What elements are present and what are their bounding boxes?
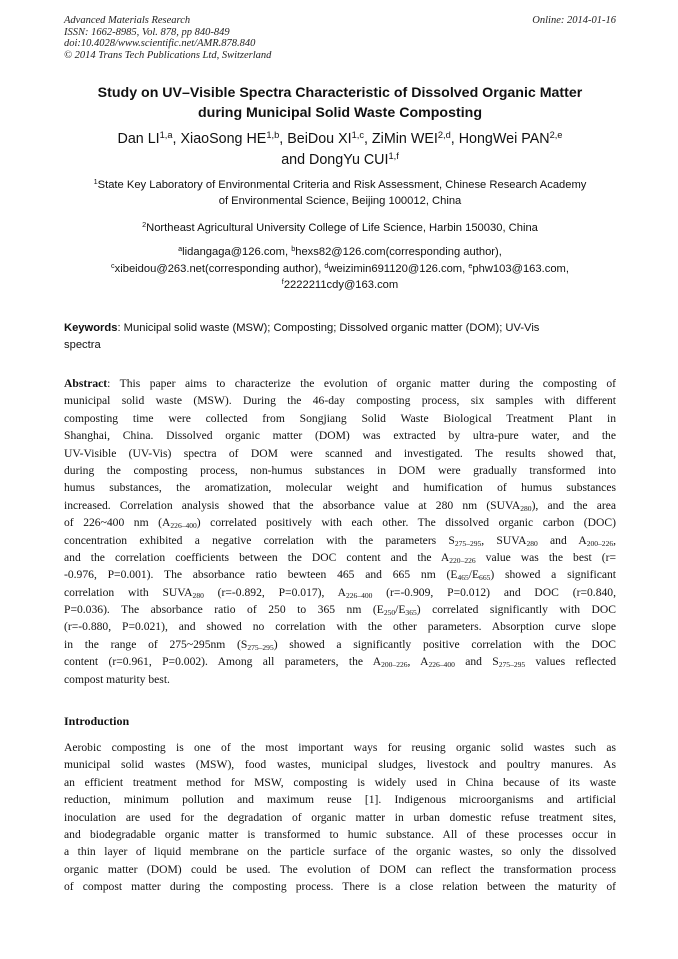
email-link[interactable]: lidangaga@126.com, xyxy=(182,246,292,258)
body-line: reduction, minimum pollution and maximum reuse [1]. Indigenous microorganisms and artificial xyxy=(64,793,616,807)
email-link[interactable]: xibeidou@263.net(corresponding author), xyxy=(114,262,325,275)
section-heading-introduction: Introduction xyxy=(64,714,130,728)
body-line: an efficient treatment method for MSW, composting is widely used in China because of its waste xyxy=(64,775,616,789)
abstract-line: correlation with $SUVA_{280}$ (r=-0.892, P=0.017), $A_{226-400}$ (r=-0.909, P=0.012) and DOC (r=0.840, xyxy=(64,585,616,600)
author-name: BeiDou XI xyxy=(287,131,352,147)
abstract-line: municipal solid waste (MSW). During the 46-day composting process, six samples with different xyxy=(64,394,616,408)
abstract-line: Shanghai, China. Dissolved organic matter (DOM) was extracted by ultra-pure water, and the xyxy=(64,429,616,443)
online-date: Online: 2014-01-16 xyxy=(532,15,616,26)
abstract-line: and the correlation coefficients between the DOC content and the $A_{220-226}$ value was the best (r= xyxy=(64,550,616,565)
title-line-2: during Municipal Solid Waste Composting xyxy=(197,105,482,121)
abstract-line: of 226~400 nm $(A_{226-400})$ correlated positively with each other. The dissolved organic carbon (DOC) xyxy=(64,516,616,530)
author-name: XiaoSong HE xyxy=(180,131,267,147)
abstract-line: humus substances, the aromatization, molecular weight and humification of humus substances xyxy=(64,481,616,495)
issn-line: ISSN: 1662-8985, Vol. 878, pp 840-849 xyxy=(64,26,230,38)
author-affil-mark: 2,d xyxy=(437,129,451,140)
authors-line-2 xyxy=(60,150,620,171)
authors-line-1: Dan LI$^{1,a}$, XiaoSong HE$^{1,b}$, BeiDou XI$^{1,c}$, ZiMin WEI$^{2,d}$, HongWei PAN$^{2,e}$ xyxy=(117,129,563,147)
affil-number: 2 xyxy=(142,220,147,229)
author-affil-mark: 1,c xyxy=(351,129,364,140)
body-line: of compost matter during the composting process. There is a close relation between the maturity of xyxy=(64,880,616,894)
body-line: organic matter (DOM) could be used. The evolution of DOM can reflect the transformation process xyxy=(64,862,616,876)
affil-text: of Environmental Science, Beijing 100012, China xyxy=(218,195,462,207)
body-line: and biodegradable organic matter is transformed to humic substance. All of these processes occur in xyxy=(64,827,616,841)
affil-number: 1 xyxy=(93,177,98,186)
abstract-line: content (r=0.961, P=0.002). Among all parameters, the $A_{200-226}$, $A_{226-400}$ and $S_{275-295}$ values reflected xyxy=(64,655,616,670)
abstract-line: UV-Visible (UV-Vis) spectra of DOM were scanned and investigated. The results showed that, xyxy=(64,446,616,460)
body-line: Aerobic composting is one of the most important ways for reusing organic solid wastes such as xyxy=(64,741,616,754)
abstract-line: concentration exhibited a negative correlation with the parameters $S_{275-295}$, $SUVA_{280}$ and $A_{200-226}$, xyxy=(64,533,616,548)
abstract-line: Abstract: This paper aims to characterize the evolution of organic matter during the composting of xyxy=(64,377,616,390)
abstract-line: -0.976, P=0.001). The absorbance ratio bewteen 465 and 665 nm $(E_{465}/E_{665})$ showed a significant xyxy=(64,568,616,583)
author-name: HongWei PAN xyxy=(458,131,550,147)
affiliation-2 xyxy=(60,220,620,236)
author-affil-mark: 1,b xyxy=(266,129,280,140)
journal-info xyxy=(64,15,271,61)
doi-line: doi:10.4028/www.scientific.net/AMR.878.840 xyxy=(64,38,256,50)
abstract-line: in the range of 275~295nm $(S_{275-295})$ showed a significantly positive correlation with the DOC xyxy=(64,637,616,652)
affil-text: Northeast Agricultural University College of Life Science, Harbin 150030, China xyxy=(146,222,538,234)
abstract-label: Abstract xyxy=(64,377,108,390)
introduction-body xyxy=(64,739,616,896)
body-line: inoculation are used for the degradation of organic matter in urban domestic refuse treatment sites, xyxy=(64,810,616,824)
author-name: and DongYu CUI xyxy=(281,151,389,168)
keywords-block xyxy=(64,320,616,353)
email-link[interactable]: hexs82@126.com(corresponding author), xyxy=(295,246,502,258)
affiliation-1 xyxy=(60,177,620,209)
author-emails xyxy=(60,244,620,294)
emails-line-1: $^a$lidangaga@126.com, $^b$hexs82@126.com(corresponding author), xyxy=(178,244,502,258)
author-name: Dan LI xyxy=(117,131,160,147)
author-list xyxy=(60,129,620,170)
author-affil-mark: 1,a xyxy=(159,129,173,140)
keywords-text: spectra xyxy=(64,338,101,351)
author-affil-mark: 2,e xyxy=(549,129,563,140)
abstract-line: increased. Correlation analysis showed that the absorbance value at 280 nm $(SUVA_{280})$, and the area xyxy=(64,498,616,513)
title-line-1: Study on UV–Visible Spectra Characteristic of Dissolved Organic Matter xyxy=(97,85,583,101)
abstract-line: during the composting process, non-humus substances in DOM were gradually transformed into xyxy=(64,463,616,477)
journal-name: Advanced Materials Research xyxy=(64,15,191,26)
email-link[interactable]: weizimin691120@126.com, xyxy=(328,262,469,275)
email-link[interactable]: 2222211cdy@163.com xyxy=(283,279,399,292)
keywords-text: : Municipal solid waste (MSW); Composting; Dissolved organic matter (DOM); UV-Vis xyxy=(117,322,540,334)
abstract-line: composting time were collected from Songjiang Solid Waste Biological Treatment Plant in xyxy=(64,411,616,425)
emails-line-3: $^f$2222211cdy@163.com xyxy=(281,277,399,292)
abstract-line: compost maturity best. xyxy=(64,672,170,686)
affil-text: State Key Laboratory of Environmental Criteria and Risk Assessment, Chinese Research Academy xyxy=(97,179,587,191)
abstract-line: (r=-0.880, P=0.021), and showed no correlation with the other parameters. Absorption curve slope xyxy=(64,620,616,634)
body-line: municipal solid wastes (MSW), food wastes, municipal sludges, livestock and poultry manures. As xyxy=(64,758,616,772)
emails-line-2: $^c$xibeidou@263.net(corresponding author), $^d$weizimin691120@126.com, $^e$phw103@163.com, xyxy=(111,260,569,275)
email-link[interactable]: phw103@163.com, xyxy=(472,262,569,275)
body-line: a thin layer of liquid membrane on the particle surface of the organic wastes, so only the dissolved xyxy=(64,845,616,859)
author-affil-mark: 1,f xyxy=(388,150,399,161)
paper-title xyxy=(64,83,616,123)
copyright-line: © 2014 Trans Tech Publications Ltd, Switzerland xyxy=(64,49,272,61)
keywords-label: Keywords xyxy=(64,322,118,334)
abstract-block xyxy=(64,375,616,688)
author-name: ZiMin WEI xyxy=(371,131,438,147)
abstract-line: P=0.036). The absorbance ratio of 250 to 365 nm $(E_{250}/E_{365})$ correlated significantly with DOC xyxy=(64,603,616,617)
